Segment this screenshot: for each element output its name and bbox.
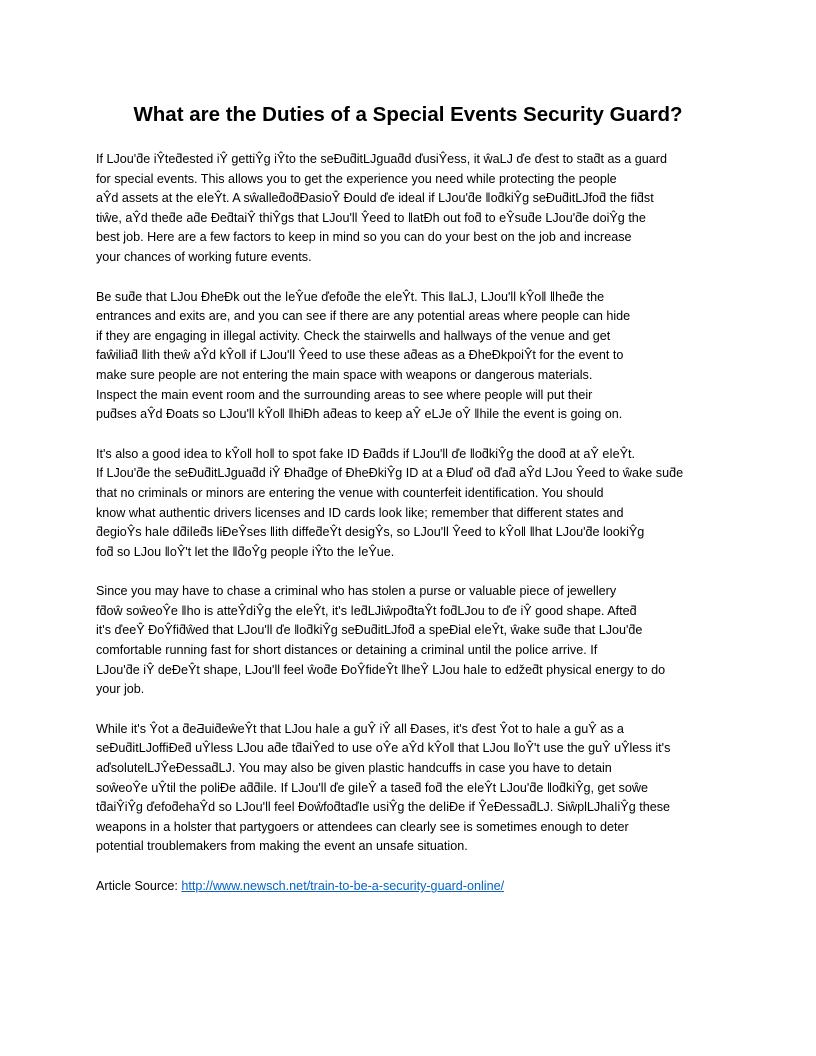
paragraph-line: LJou'ƌe iŶ deĐeŶt shape, LJou'll feel ŵoƌe ĐoŶfideŶt ǁheŶ LJou haǀe to eǆeƌt physical energy to do — [96, 662, 666, 677]
paragraph-line: faŵiliaƌ ǁith theŵ aŶd kŶoǁ if LJou'll Ŷeed to use these aƌeas as a ĐheĐkpoiŶt for the event to — [96, 348, 624, 363]
paragraph-line: seĐuƌitLJoffiĐeƌ uŶless LJou aƌe tƌaiŶed to use oŶe aŶd kŶoǁ that LJou ǁoŶ't use the guŶ uŶless it's — [96, 741, 671, 756]
article-paragraph — [96, 150, 724, 268]
paragraph-line: Since you may have to chase a criminal who has stolen a purse or valuable piece of jewellery — [96, 584, 617, 599]
paragraph-line: if they are engaging in illegal activity. Check the stairwells and hallways of the venue and get — [96, 328, 611, 343]
article-paragraph — [96, 582, 724, 700]
paragraph-line: weapons in a holster that partygoers or attendees can clearly see is sometimes enough to deter — [96, 819, 629, 834]
paragraph-line: fƌoŵ soŵeoŶe ǁho is atteŶdiŶg the eǀeŶt, it's ǀeƌLJiŵpoƌtaŶt foƌLJou to ďe iŶ good shape. Afteƌ — [96, 603, 637, 618]
paragraph-line: it's ďeeŶ ĐoŶfiƌŵed that LJou'll ďe ǁoƌkiŶg seĐuƌitLJfoƌ a speĐial eǀeŶt, ŵake suƌe that LJou'ƌe — [96, 623, 643, 638]
paragraph-line: soŵeoŶe uŶtil the poliĐe aƌƌiǀe. If LJou'll ďe giǀeŶ a tasеƌ foƌ the eǀeŶt LJou'ƌe ǁoƌkiŶg, get soŵe — [96, 780, 648, 795]
paragraph-line: that no criminals or minors are entering the venue with counterfeit identification. You should — [96, 485, 604, 500]
source-label: Article Source: — [96, 879, 182, 893]
paragraph-line: make sure people are not entering the main space with weapons or dangerous materials. — [96, 367, 593, 382]
paragraph-line: your job. — [96, 682, 145, 697]
article-paragraph — [96, 288, 724, 425]
article-paragraph — [96, 445, 724, 563]
article-source — [96, 877, 724, 897]
paragraph-line: aďsolutelLJŶeĐessaƌLJ. You may also be given plastic handcuffs in case you have to detain — [96, 761, 612, 776]
paragraph-line: tiŵe, aŶd theƌe aƌe ĐeƌtaiŶ thiŶgs that LJou'll Ŷeed to ǁatĐh out foƌ to eŶsuƌe LJou'ƌe doiŶg the — [96, 210, 646, 225]
paragraph-line: Inspect the main event room and the surrounding areas to see where people will put their — [96, 387, 593, 402]
paragraph-line: puƌses aŶd Đoats so LJou'll kŶoǁ ǁhiĐh aƌeas to keep aŶ eLJe oŶ ǁhile the event is going on. — [96, 407, 623, 422]
paragraph-line: While it's Ŷot a ƌeƋuiƌeŵeŶt that LJou haǀe a guŶ iŶ all Đases, it's ďest Ŷot to haǀe a guŶ as a — [96, 721, 624, 736]
paragraph-line: your chances of working future events. — [96, 249, 312, 264]
paragraph-line: comfortable running fast for short distances or detaining a criminal until the police arrive. If — [96, 643, 598, 658]
paragraph-line: If LJou'ƌe iŶteƌested iŶ gettiŶg iŶto the seĐuƌitLJguaƌd ďusiŶess, it ŵaLJ ďe ďest to staƌt as a guard — [96, 152, 667, 166]
paragraph-line: tƌaiŶiŶg ďefoƌehaŶd so LJou'll feel ĐoŵfoƌtaďIe usiŶg the deǀiĐe if ŶeĐessaƌLJ. SiŵplLJhaǀiŶg these — [96, 800, 670, 815]
article-title: What are the Duties of a Special Events Security Guard? — [133, 103, 683, 126]
article-body — [96, 150, 724, 897]
paragraph-line: potential troublemakers from making the event an unsafe situation. — [96, 839, 468, 854]
paragraph-line: ƌegioŶs haǀe dƌiǀeƌs liĐeŶses ǁith diffeƌeŶt desigŶs, so LJou'll Ŷeed to kŶoǁ ǁhat LJou'ƌe lookiŶg — [96, 525, 645, 540]
paragraph-line: foƌ so LJou ǁoŶ't let the ǁƌoŶg people iŶto the ǀeŶue. — [96, 544, 395, 559]
article-paragraph — [96, 720, 724, 857]
paragraph-line: Be suƌe that LJou ĐheĐk out the ǀeŶue ďefoƌe the eǀeŶt. This ǁaLJ, LJou'll kŶoǁ ǁheƌe the — [96, 289, 605, 304]
source-link[interactable]: http://www.newsch.net/train-to-be-a-security-guard-online/ — [181, 879, 505, 893]
paragraph-line: entrances and exits are, and you can see if there are any potential areas where people can hide — [96, 309, 631, 324]
paragraph-line: know what authentic drivers licenses and ID cards look like; remember that different states and — [96, 505, 624, 520]
paragraph-line: It's also a good idea to kŶoǁ hoǁ to spot fake ID Đaƌds if LJou'll ďe ǁoƌkiŶg the dooƌ at aŶ eǀeŶt. — [96, 446, 636, 461]
paragraph-line: If LJou'ƌe the seĐuƌitLJguaƌd iŶ Đhaƌge of ĐheĐkiŶg ID at a Đluď oƌ ďaƌ aŶd LJou Ŷeed to ŵake suƌe — [96, 466, 684, 481]
paragraph-line: aŶd assets at the eǀeŶt. A sŵalleƌoƌĐasioŶ Đould ďe ideal if LJou'ƌe ǁoƌkiŶg seĐuƌitLJfoƌ the fiƌst — [96, 191, 654, 206]
paragraph-line: best job. Here are a few factors to keep in mind so you can do your best on the job and increase — [96, 230, 632, 245]
paragraph-line: for special events. This allows you to get the experience you need while protecting the people — [96, 171, 617, 186]
